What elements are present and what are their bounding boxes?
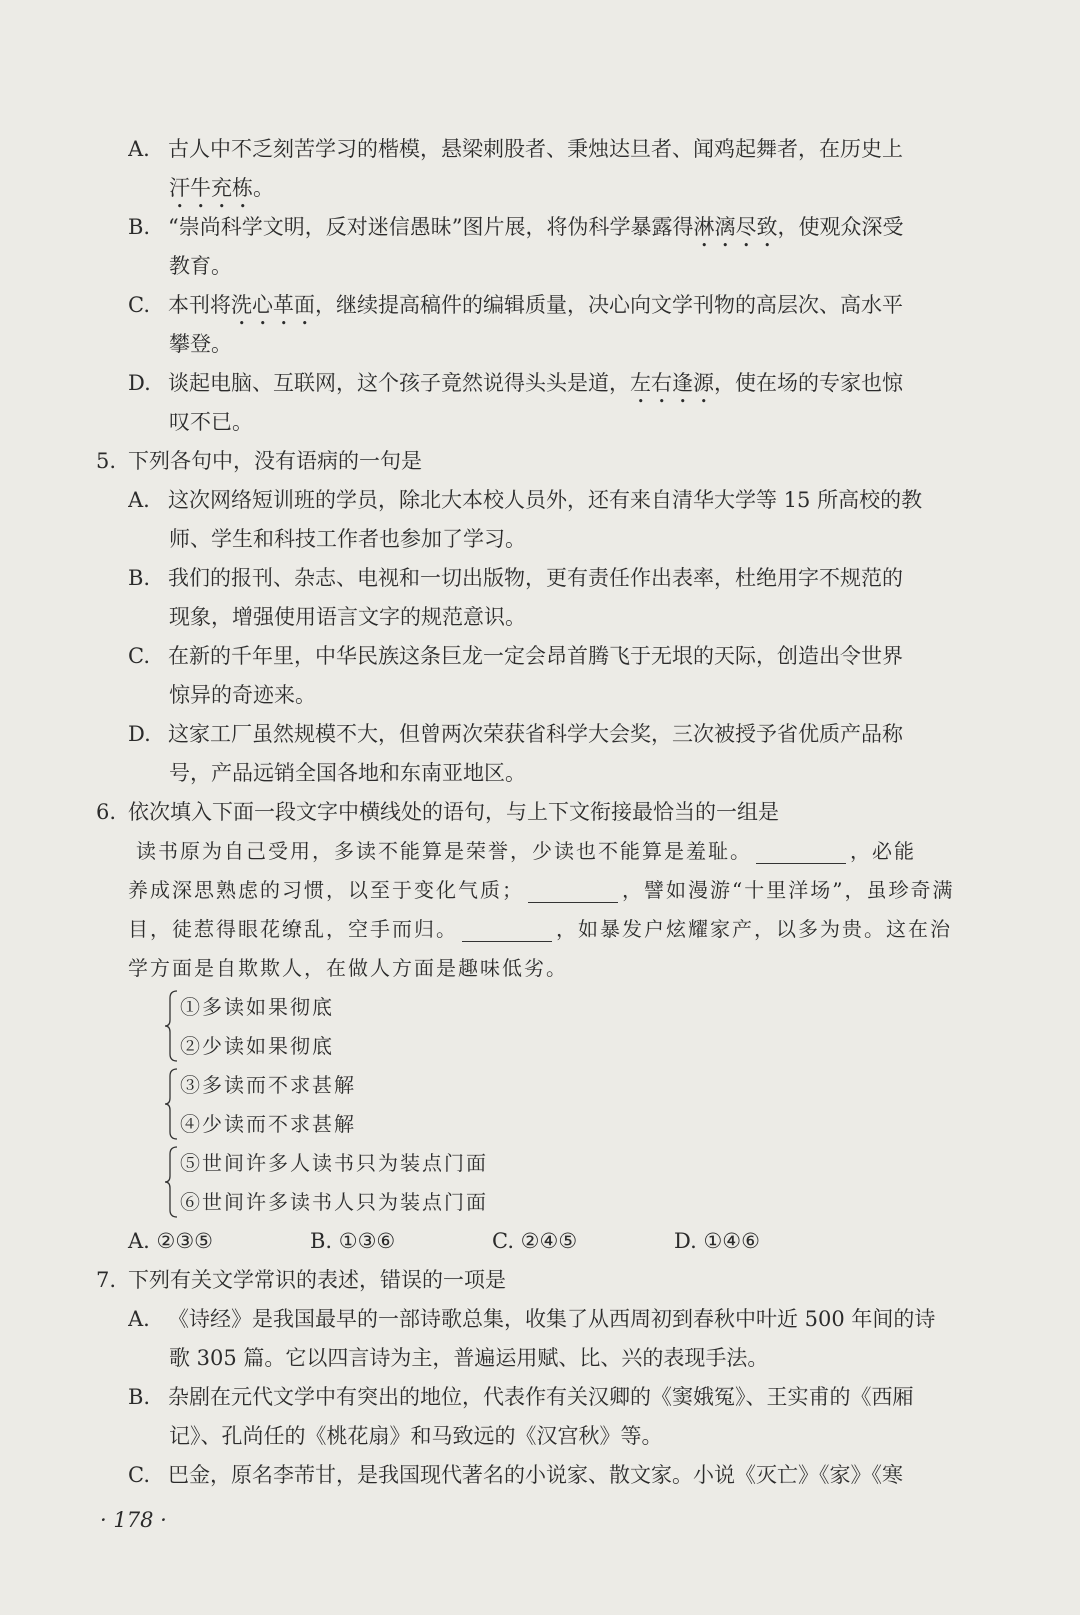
page-content	[96, 130, 1041, 1495]
brace-icon	[164, 990, 178, 1062]
q7-option-a-cont: 歌 305 篇。它以四言诗为主，普遍运用赋、比、兴的表现手法。	[169, 1346, 769, 1370]
q5-stem: 5. 下列各句中，没有语病的一句是	[96, 449, 422, 473]
q5-option-d-cont: 号，产品远销全国各地和东南亚地区。	[169, 761, 526, 785]
q6-option-pair-2	[180, 1066, 1041, 1144]
q6-answer-choices	[128, 1222, 1041, 1261]
emphasized-idiom: 洗心革面	[231, 293, 315, 317]
q6-stem: 6. 依次填入下面一段文字中横线处的语句，与上下文衔接最恰当的一组是	[96, 800, 779, 824]
q4-option-c: C. 本刊将洗心革面，继续提高稿件的编辑质量，决心向文学刊物的高层次、高水平	[128, 286, 1041, 325]
question-6	[96, 793, 1041, 1261]
question-7	[96, 1261, 1041, 1495]
q5-option-a-cont: 师、学生和科技工作者也参加了学习。	[169, 527, 526, 551]
q6-choice-b: B. ①③⑥	[310, 1229, 396, 1253]
emphasized-idiom: 汗牛充栋	[169, 176, 253, 200]
q6-statement: ⑥世间许多读书人只为装点门面	[180, 1190, 488, 1214]
fill-blank-1	[756, 841, 846, 864]
q7-option-a: A. 《诗经》是我国最早的一部诗歌总集，收集了从西周初到春秋中叶近 500 年间的诗	[128, 1307, 936, 1331]
q4-option-c-cont: 攀登。	[169, 332, 232, 356]
q4-option-b: B. “崇尚科学文明，反对迷信愚昧”图片展，将伪科学暴露得淋漓尽致，使观众深受	[128, 208, 1041, 247]
q5-option-d: D. 这家工厂虽然规模不大，但曾两次荣获省科学大会奖，三次被授予省优质产品称	[128, 722, 903, 746]
fill-blank-3	[462, 919, 552, 942]
q6-statement: ①多读如果彻底	[180, 995, 334, 1019]
question-4-options	[96, 130, 1041, 442]
question-5	[96, 442, 1041, 793]
page-number: · 178 ·	[100, 1508, 167, 1532]
q4-option-a-cont: 汗牛充栋。	[96, 169, 1041, 208]
q5-option-a: A. 这次网络短训班的学员，除北大本校人员外，还有来自清华大学等 15 所高校的教	[128, 488, 923, 512]
q6-passage-line-1: 读书原为自己受用，多读不能算是荣誉，少读也不能算是羞耻。 ，必能	[136, 839, 916, 863]
q6-passage-line-4: 学方面是自欺欺人，在做人方面是趣味低劣。	[128, 956, 568, 980]
fill-blank-2	[528, 880, 618, 903]
brace-icon	[164, 1068, 178, 1140]
q4-option-d-cont: 叹不已。	[169, 410, 253, 434]
q6-option-pair-3	[180, 1144, 1041, 1222]
q6-statement: ⑤世间许多人读书只为装点门面	[180, 1151, 488, 1175]
emphasized-idiom: 左右逢源	[630, 371, 714, 395]
brace-icon	[164, 1146, 178, 1218]
q6-statement: ②少读如果彻底	[180, 1034, 334, 1058]
q6-choice-a: A. ②③⑤	[128, 1229, 213, 1253]
q5-option-b: B. 我们的报刊、杂志、电视和一切出版物，更有责任作出表率，杜绝用字不规范的	[128, 566, 903, 590]
q5-option-b-cont: 现象，增强使用语言文字的规范意识。	[169, 605, 526, 629]
emphasized-idiom: 淋漓尽致	[693, 215, 778, 239]
q6-statement: ④少读而不求甚解	[180, 1112, 356, 1136]
q7-option-b-cont: 记》、孔尚任的《桃花扇》和马致远的《汉宫秋》等。	[169, 1424, 663, 1448]
q4-option-a: A. 古人中不乏刻苦学习的楷模，悬梁刺股者、秉烛达旦者、闻鸡起舞者，在历史上	[128, 137, 903, 161]
q6-choice-d: D. ①④⑥	[674, 1229, 760, 1253]
q5-option-c-cont: 惊异的奇迹来。	[169, 683, 316, 707]
q7-option-b: B. 杂剧在元代文学中有突出的地位，代表作有关汉卿的《窦娥冤》、王实甫的《西厢	[128, 1385, 914, 1409]
q6-option-pair-1	[180, 988, 1041, 1066]
q6-choice-c: C. ②④⑤	[492, 1229, 578, 1253]
q6-statement: ③多读而不求甚解	[180, 1073, 356, 1097]
q7-option-c: C. 巴金，原名李芾甘，是我国现代著名的小说家、散文家。小说《灭亡》《家》《寒	[128, 1463, 903, 1487]
q7-stem: 7. 下列有关文学常识的表述，错误的一项是	[96, 1268, 506, 1292]
q6-passage-line-2: 养成深思熟虑的习惯，以至于变化气质； ，譬如漫游“十里洋场”，虽珍奇满	[128, 878, 955, 902]
q4-option-d: D. 谈起电脑、互联网，这个孩子竟然说得头头是道，左右逢源，使在场的专家也惊	[128, 364, 1041, 403]
q4-option-b-cont: 教育。	[169, 254, 232, 278]
q6-passage-line-3: 目，徒惹得眼花缭乱，空手而归。 ，如暴发户炫耀家产，以多为贵。这在治	[128, 917, 952, 941]
q5-option-c: C. 在新的千年里，中华民族这条巨龙一定会昂首腾飞于无垠的天际，创造出令世界	[128, 644, 903, 668]
